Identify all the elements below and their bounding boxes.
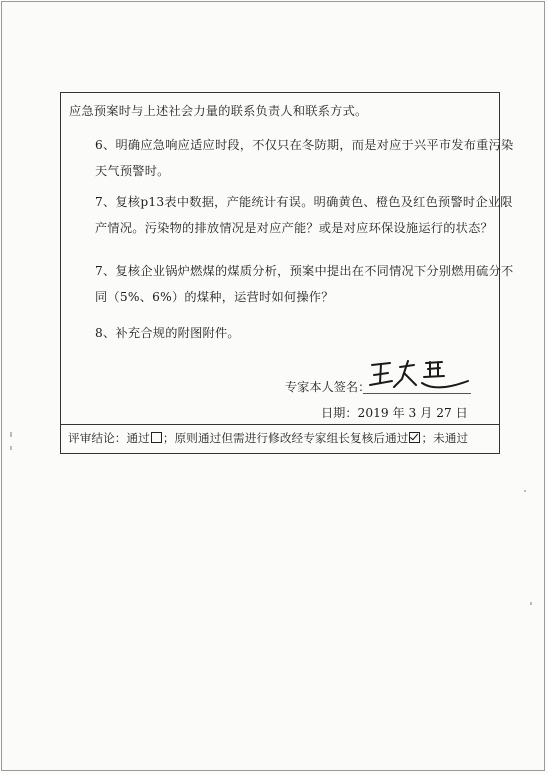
option-pass-checkbox[interactable] [151,432,162,443]
review-item-8-text: 8、补充合规的附图附件。 [95,326,240,340]
separator-1: ； [162,431,175,445]
signature-underline [363,393,471,394]
review-item-7b [69,259,521,310]
scan-speck [530,602,532,605]
handwritten-signature [364,357,474,397]
document-page [1,1,545,771]
review-item-7a [69,190,521,241]
signature-date: 日期：2019 年 3 月 27 日 [321,406,468,420]
option-pass-label: 通过 [126,431,150,445]
review-item-6 [69,133,521,184]
separator-2: ； [421,431,434,445]
scan-speck [524,490,526,492]
review-item-8 [69,321,521,347]
conclusion-label: 评审结论： [68,431,127,445]
option-conditional-pass-checkbox[interactable] [409,432,420,443]
scan-speck [10,432,12,437]
review-conclusion-row [61,424,499,453]
scan-speck [10,446,12,450]
signature-label: 专家本人签名： [285,380,371,394]
review-item-7a-text: 7、复核p13表中数据，产能统计有误。明确黄色、橙色及红色预警时企业限产情况。污染物的排放情况是对应产能？或是对应环保设施运行的状态？ [95,195,513,235]
option-conditional-pass-label: 原则通过但需进行修改经专家组长复核后通过 [174,431,409,445]
option-fail-label: 未通过 [433,431,469,445]
expert-review-form [60,92,514,454]
review-item-continuation: 应急预案时与上述社会力量的联系负责人和联系方式。 [69,104,368,118]
review-item-7b-text: 7、复核企业锅炉燃煤的煤质分析，预案中提出在不同情况下分别燃用硫分不同（5%、6%）的煤种，运营时如何操作？ [95,264,514,304]
review-item-6-text: 6、明确应急响应适应时段，不仅只在冬防期，而是对应于兴平市发布重污染天气预警时。 [95,138,514,178]
